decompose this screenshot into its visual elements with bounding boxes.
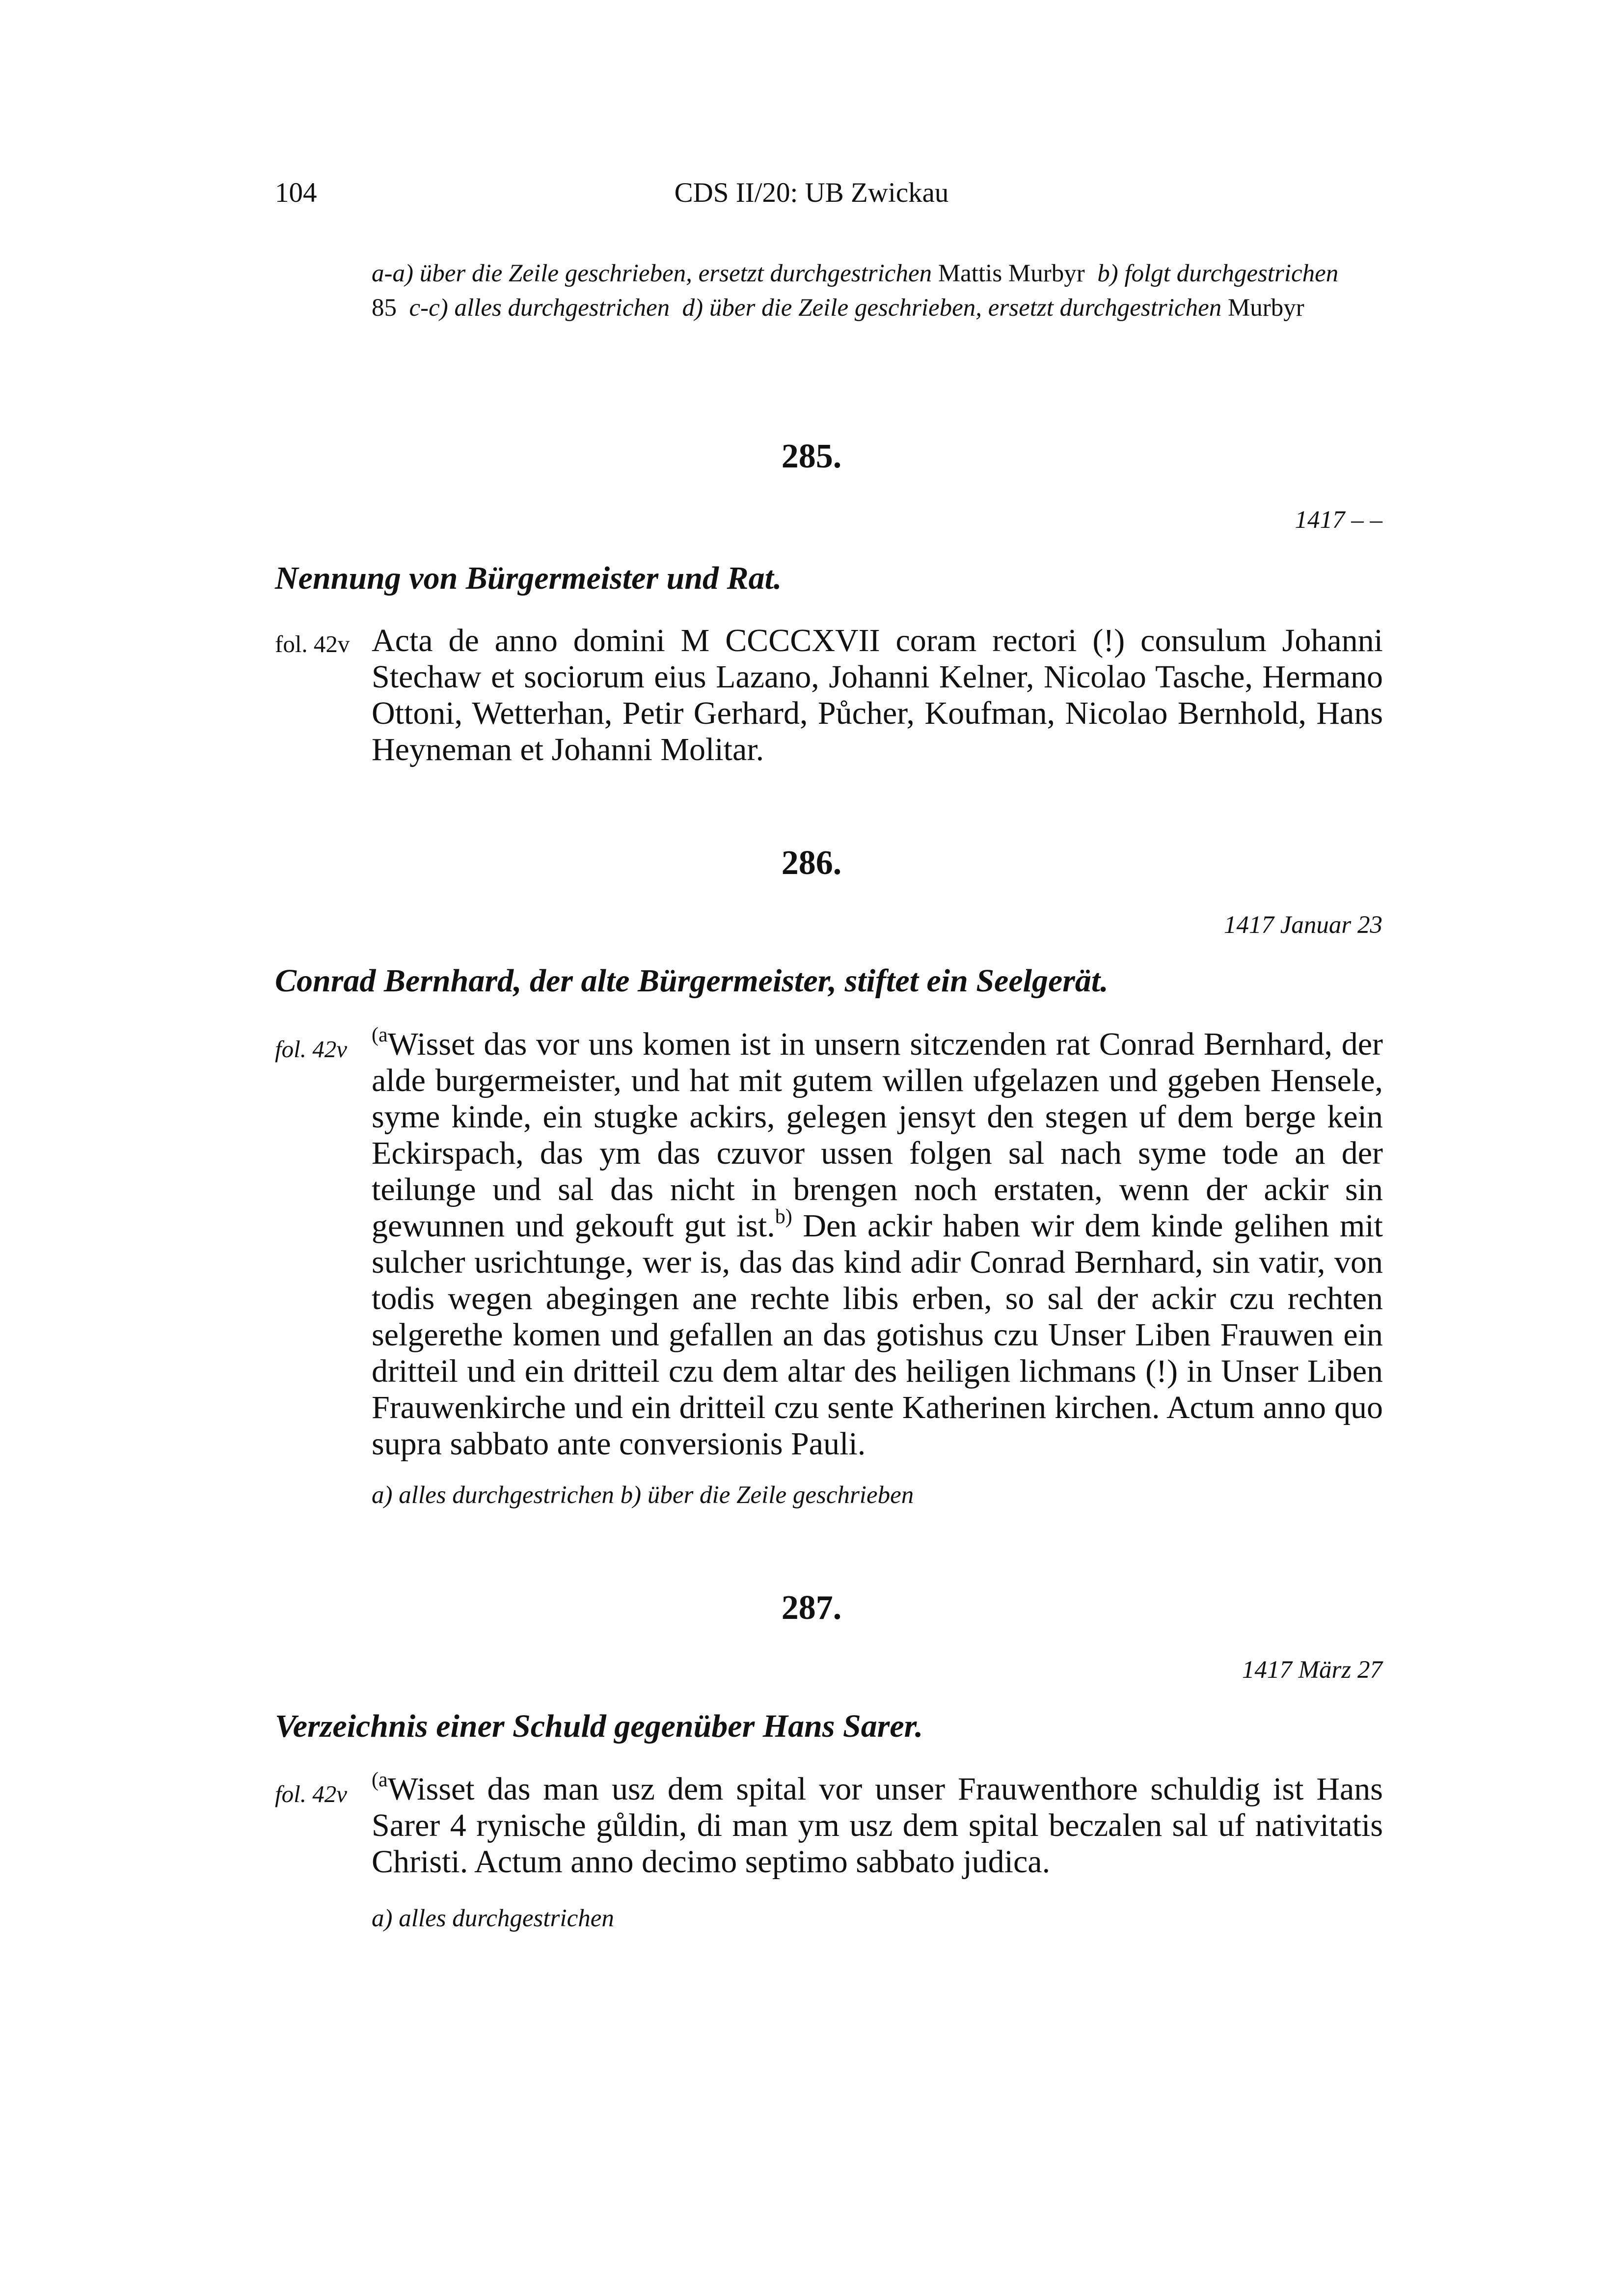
note-b-text: b) folgt durchgestrichen xyxy=(1097,260,1339,287)
note-mark-a: (a xyxy=(372,1769,388,1791)
entry-286-text xyxy=(372,1026,1383,1462)
note-a-text: a-a) über die Zeile geschrieben, ersetzt durchgestrichen xyxy=(372,260,932,287)
page-number: 104 xyxy=(275,177,317,208)
note-d-value: Murbyr xyxy=(1227,294,1304,322)
entry-287-footnote xyxy=(372,1901,614,1936)
entry-287-footnote-text: a) alles durchgestrichen xyxy=(372,1905,614,1932)
entry-286-title: Conrad Bernhard, der alte Bürgermeister, stiftet ein Seelgerät. xyxy=(275,963,1109,999)
entry-286-text-part2: Den ackir haben wir dem kinde gelihen mit sulcher usrichtunge, wer is, das das kind adir Conrad Bernhard, sin vatir, von todis wegen abegingen ane rechte libis erben, so sal der ackir czu rechten selgerethe komen und gefallen an das gotishus czu Unser Liben Frauwen ein dritteil und ein dritteil czu dem altar des heiligen lichmans (!) in Unser Liben Frauwenkirche und ein dritteil czu sente Katherinen kirchen. Actum anno quo supra sabbato ante conversionis Pauli. xyxy=(372,1208,1383,1462)
note-d-text: d) über die Zeile geschrieben, ersetzt durchgestrichen xyxy=(682,294,1222,322)
entry-286-footnote xyxy=(372,1478,914,1512)
entry-287-folio: fol. 42v xyxy=(275,1780,347,1807)
note-mark-a: (a xyxy=(372,1024,388,1046)
top-notes xyxy=(372,256,1358,325)
entry-285-number: 285. xyxy=(781,437,842,475)
entry-287-number: 287. xyxy=(781,1589,842,1627)
entry-287-text xyxy=(372,1771,1383,1880)
entry-285-text: Acta de anno domini M CCCCXVII coram rectori (!) consulum Johanni Stechaw et sociorum eius Lazano, Johanni Kelner, Nicolao Tasche, Hermano Ottoni, Wetterhan, Petir Gerhard, Půcher, Koufman, Nicolao Bernhold, Hans Heyneman et Johanni Molitar. xyxy=(372,623,1383,767)
note-mark-b: b) xyxy=(775,1205,792,1228)
entry-286-number: 286. xyxy=(781,844,842,882)
entry-287-text-body: Wisset das man usz dem spital vor unser Frauwenthore schuldig ist Hans Sarer 4 rynische gůldin, di man ym usz dem spital beczalen sal uf nativitatis Christi. Actum anno decimo septimo sabbato judica. xyxy=(372,1771,1383,1880)
note-b-value: 85 xyxy=(372,294,397,322)
entry-285-folio: fol. 42v xyxy=(275,630,350,657)
note-c-text: c-c) alles durchgestrichen xyxy=(409,294,670,322)
entry-286-folio: fol. 42v xyxy=(275,1036,347,1063)
entry-286-footnote-text: a) alles durchgestrichen b) über die Zeile geschrieben xyxy=(372,1481,914,1509)
entry-287-date: 1417 März 27 xyxy=(1242,1656,1382,1684)
running-title: CDS II/20: UB Zwickau xyxy=(674,177,949,208)
entry-287-title: Verzeichnis einer Schuld gegenüber Hans Sarer. xyxy=(275,1708,923,1744)
note-a-value: Mattis Murbyr xyxy=(938,260,1085,287)
entry-286-date: 1417 Januar 23 xyxy=(1224,911,1382,939)
entry-286-text-part1: Wisset das vor uns komen ist in unsern sitczenden rat Conrad Bernhard, der alde burgermeister, und hat mit gutem willen ufgelazen und ggeben Hensele, syme kinde, ein stugke ackirs, gelegen jensyt den stegen uf dem berge kein Eckirspach, das ym das czuvor ussen folgen sal nach syme tode an der teilunge und sal das nicht in brengen noch erstaten, wenn der ackir sin gewunnen und gekouft gut ist. xyxy=(372,1026,1383,1244)
entry-285-title: Nennung von Bürgermeister und Rat. xyxy=(275,560,782,596)
entry-285-date: 1417 – – xyxy=(1295,506,1382,534)
